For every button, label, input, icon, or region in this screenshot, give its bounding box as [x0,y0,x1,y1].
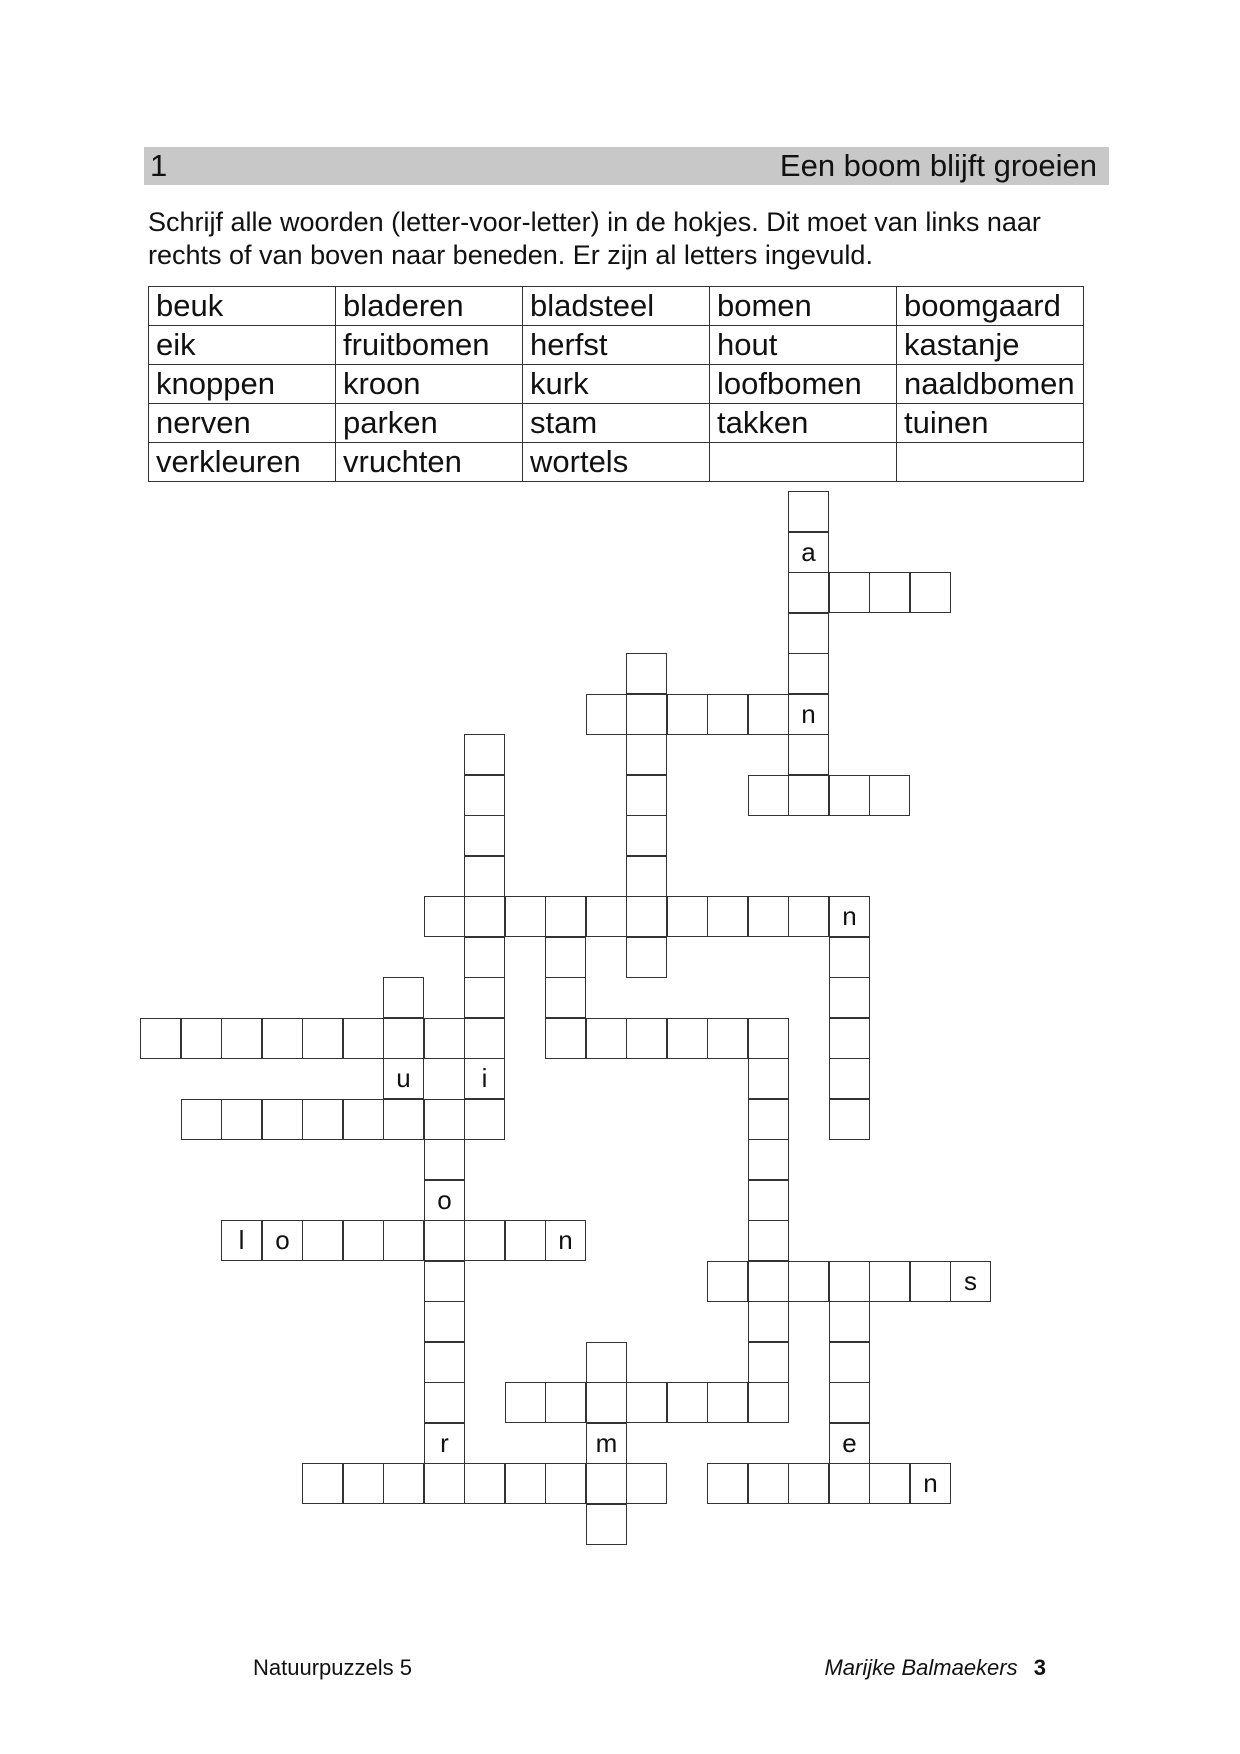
crossword-cell[interactable] [586,1382,627,1423]
crossword-cell[interactable] [788,775,829,816]
crossword-cell-prefilled: a [788,532,829,573]
crossword-cell[interactable] [829,937,870,978]
word-list-item: knoppen [149,365,336,404]
crossword-cell[interactable] [464,856,505,897]
crossword-cell[interactable] [464,1220,505,1261]
crossword-cell[interactable] [424,896,465,937]
crossword-cell[interactable] [829,1058,870,1099]
word-list-item: wortels [523,443,710,482]
crossword-cell[interactable] [788,1261,829,1302]
word-list-item: kroon [336,365,523,404]
crossword-cell[interactable] [748,1058,789,1099]
page-number: 3 [1033,1655,1046,1680]
crossword-cell-prefilled: u [383,1058,424,1099]
crossword-cell[interactable] [424,1342,465,1383]
crossword-cell[interactable] [707,1463,748,1504]
crossword-cell[interactable] [383,1018,424,1059]
crossword-cell[interactable] [788,734,829,775]
crossword-cell[interactable] [829,1463,870,1504]
word-list-item: bomen [710,287,897,326]
crossword-cell[interactable] [788,1463,829,1504]
crossword-cell[interactable] [910,1261,951,1302]
crossword-cell[interactable] [748,694,789,735]
crossword-cell[interactable] [262,1018,303,1059]
crossword-cell[interactable] [667,1382,708,1423]
crossword-cell[interactable] [464,1463,505,1504]
puzzle-title: Een boom blijft groeien [779,148,1097,183]
crossword-cell[interactable] [626,734,667,775]
crossword-cell[interactable] [707,1261,748,1302]
crossword-cell[interactable] [586,1504,627,1545]
crossword-cell[interactable] [545,1382,586,1423]
crossword-cell[interactable] [464,937,505,978]
crossword-cell[interactable] [748,1018,789,1059]
crossword-cell[interactable] [626,1018,667,1059]
crossword-cell[interactable] [424,1018,465,1059]
crossword-cell[interactable] [221,1099,262,1140]
word-list-item: takken [710,404,897,443]
footer-book-title: Natuurpuzzels 5 [253,1655,412,1680]
crossword-cell[interactable] [626,1463,667,1504]
crossword-cell[interactable] [748,1342,789,1383]
puzzle-number: 1 [150,148,168,183]
crossword-cell[interactable] [707,1018,748,1059]
word-list-item: fruitbomen [336,326,523,365]
crossword-cell[interactable] [829,1301,870,1342]
word-list-item: parken [336,404,523,443]
crossword-cell-prefilled: n [829,896,870,937]
crossword-cell[interactable] [343,1463,384,1504]
crossword-cell[interactable] [829,775,870,816]
title-bar [144,147,1109,185]
crossword-cell[interactable] [667,694,708,735]
crossword-cell-prefilled: n [910,1463,951,1504]
crossword-cell[interactable] [707,1382,748,1423]
crossword-cell[interactable] [748,1220,789,1261]
crossword-cell[interactable] [626,694,667,735]
crossword-cell[interactable] [464,1099,505,1140]
crossword-cell[interactable] [545,1018,586,1059]
crossword-cell[interactable] [505,1463,546,1504]
crossword-cell-prefilled: s [950,1261,991,1302]
crossword-cell[interactable] [829,1342,870,1383]
crossword-cell-prefilled: n [545,1220,586,1261]
crossword-cell-prefilled: e [829,1423,870,1464]
crossword-cell[interactable] [667,1018,708,1059]
crossword-cell[interactable] [586,1018,627,1059]
crossword-cell[interactable] [302,1463,343,1504]
crossword-cell[interactable] [626,937,667,978]
word-list-item: kurk [523,365,710,404]
word-list-row [149,443,1084,482]
crossword-cell[interactable] [505,1382,546,1423]
word-list-item: bladeren [336,287,523,326]
crossword-cell[interactable] [626,856,667,897]
crossword-cell[interactable] [383,1099,424,1140]
crossword-cell[interactable] [464,775,505,816]
footer-credit [824,1655,1046,1681]
crossword-cell[interactable] [586,1463,627,1504]
crossword-cell[interactable] [869,1463,910,1504]
crossword-cell[interactable] [181,1099,222,1140]
word-list-item: verkleuren [149,443,336,482]
crossword-cell[interactable] [464,815,505,856]
crossword-cell[interactable] [545,1463,586,1504]
word-list-item [897,443,1084,482]
crossword-cell-prefilled: n [788,694,829,735]
crossword-cell[interactable] [343,1220,384,1261]
crossword-cell[interactable] [505,896,546,937]
crossword-cell[interactable] [788,613,829,654]
crossword-cell[interactable] [748,1261,789,1302]
word-list-row [149,365,1084,404]
crossword-cell[interactable] [302,1099,343,1140]
crossword-cell[interactable] [829,572,870,613]
crossword-cell-prefilled: m [586,1423,627,1464]
crossword-cell[interactable] [302,1220,343,1261]
crossword-cell-prefilled: l [221,1220,262,1261]
word-list-item: bladsteel [523,287,710,326]
crossword-cell[interactable] [667,896,708,937]
crossword-cell[interactable] [424,1261,465,1302]
crossword-cell[interactable] [748,1180,789,1221]
crossword-cell[interactable] [869,1261,910,1302]
word-list-row [149,404,1084,443]
crossword-cell[interactable] [464,734,505,775]
instructions: Schrijf alle woorden (letter-voor-letter) in de hokjes. Dit moet van links naar rechts of van boven naar beneden. Er zijn al letters ingevuld. [148,207,1041,270]
crossword-cell[interactable] [140,1018,181,1059]
word-list-item: nerven [149,404,336,443]
crossword-cell[interactable] [505,1220,546,1261]
word-list [148,286,1084,482]
crossword-cell[interactable] [626,1382,667,1423]
crossword-cell[interactable] [424,1139,465,1180]
crossword-cell[interactable] [788,491,829,532]
crossword-cell[interactable] [788,572,829,613]
word-list-item: vruchten [336,443,523,482]
crossword-cell[interactable] [586,1342,627,1383]
crossword-cell[interactable] [869,572,910,613]
crossword-cell[interactable] [829,1099,870,1140]
crossword-cell[interactable] [829,1261,870,1302]
word-list-row [149,326,1084,365]
crossword-cell[interactable] [707,694,748,735]
crossword-cell[interactable] [586,694,627,735]
crossword-cell[interactable] [748,1463,789,1504]
crossword-cell[interactable] [748,1382,789,1423]
word-list-item: loofbomen [710,365,897,404]
word-list-item: tuinen [897,404,1084,443]
crossword-cell[interactable] [383,1220,424,1261]
word-list-item [710,443,897,482]
crossword-cell[interactable] [626,815,667,856]
word-list-item: naaldbomen [897,365,1084,404]
crossword-cell[interactable] [181,1018,222,1059]
crossword-cell[interactable] [748,775,789,816]
crossword-cell[interactable] [424,1220,465,1261]
crossword-cell[interactable] [748,1301,789,1342]
crossword-cell[interactable] [545,937,586,978]
crossword-cell-prefilled: r [424,1423,465,1464]
word-list-item: herfst [523,326,710,365]
crossword-cell-prefilled: i [464,1058,505,1099]
crossword-cell[interactable] [829,1018,870,1059]
word-list-item: kastanje [897,326,1084,365]
word-list-row [149,287,1084,326]
crossword-cell[interactable] [424,1463,465,1504]
word-list-item: stam [523,404,710,443]
crossword-cell[interactable] [829,1382,870,1423]
crossword-cell[interactable] [910,572,951,613]
crossword-cell[interactable] [626,775,667,816]
crossword-cell[interactable] [424,1099,465,1140]
crossword-cell[interactable] [343,1099,384,1140]
crossword-cell-prefilled: o [262,1220,303,1261]
crossword-cell[interactable] [626,896,667,937]
crossword-cell[interactable] [707,896,748,937]
crossword-cell[interactable] [424,1301,465,1342]
crossword-cell[interactable] [302,1018,343,1059]
word-list-item: eik [149,326,336,365]
crossword-cell[interactable] [383,977,424,1018]
crossword-cell[interactable] [788,653,829,694]
crossword-cell[interactable] [748,1139,789,1180]
crossword-cell-prefilled: o [424,1180,465,1221]
crossword-cell[interactable] [464,977,505,1018]
crossword-cell[interactable] [829,977,870,1018]
word-list-item: boomgaard [897,287,1084,326]
crossword-cell[interactable] [383,1463,424,1504]
crossword-cell[interactable] [788,896,829,937]
crossword-cell[interactable] [626,653,667,694]
crossword-cell[interactable] [869,775,910,816]
crossword-cell[interactable] [586,896,627,937]
crossword-cell[interactable] [464,896,505,937]
crossword-cell[interactable] [343,1018,384,1059]
crossword-cell[interactable] [464,1018,505,1059]
word-list-item: hout [710,326,897,365]
crossword-cell[interactable] [545,896,586,937]
crossword-cell[interactable] [262,1099,303,1140]
footer-author: Marijke Balmaekers [824,1655,1018,1680]
crossword-cell[interactable] [748,1099,789,1140]
crossword-cell[interactable] [748,896,789,937]
crossword-cell[interactable] [424,1382,465,1423]
crossword-cell[interactable] [221,1018,262,1059]
crossword-cell[interactable] [545,977,586,1018]
word-list-item: beuk [149,287,336,326]
